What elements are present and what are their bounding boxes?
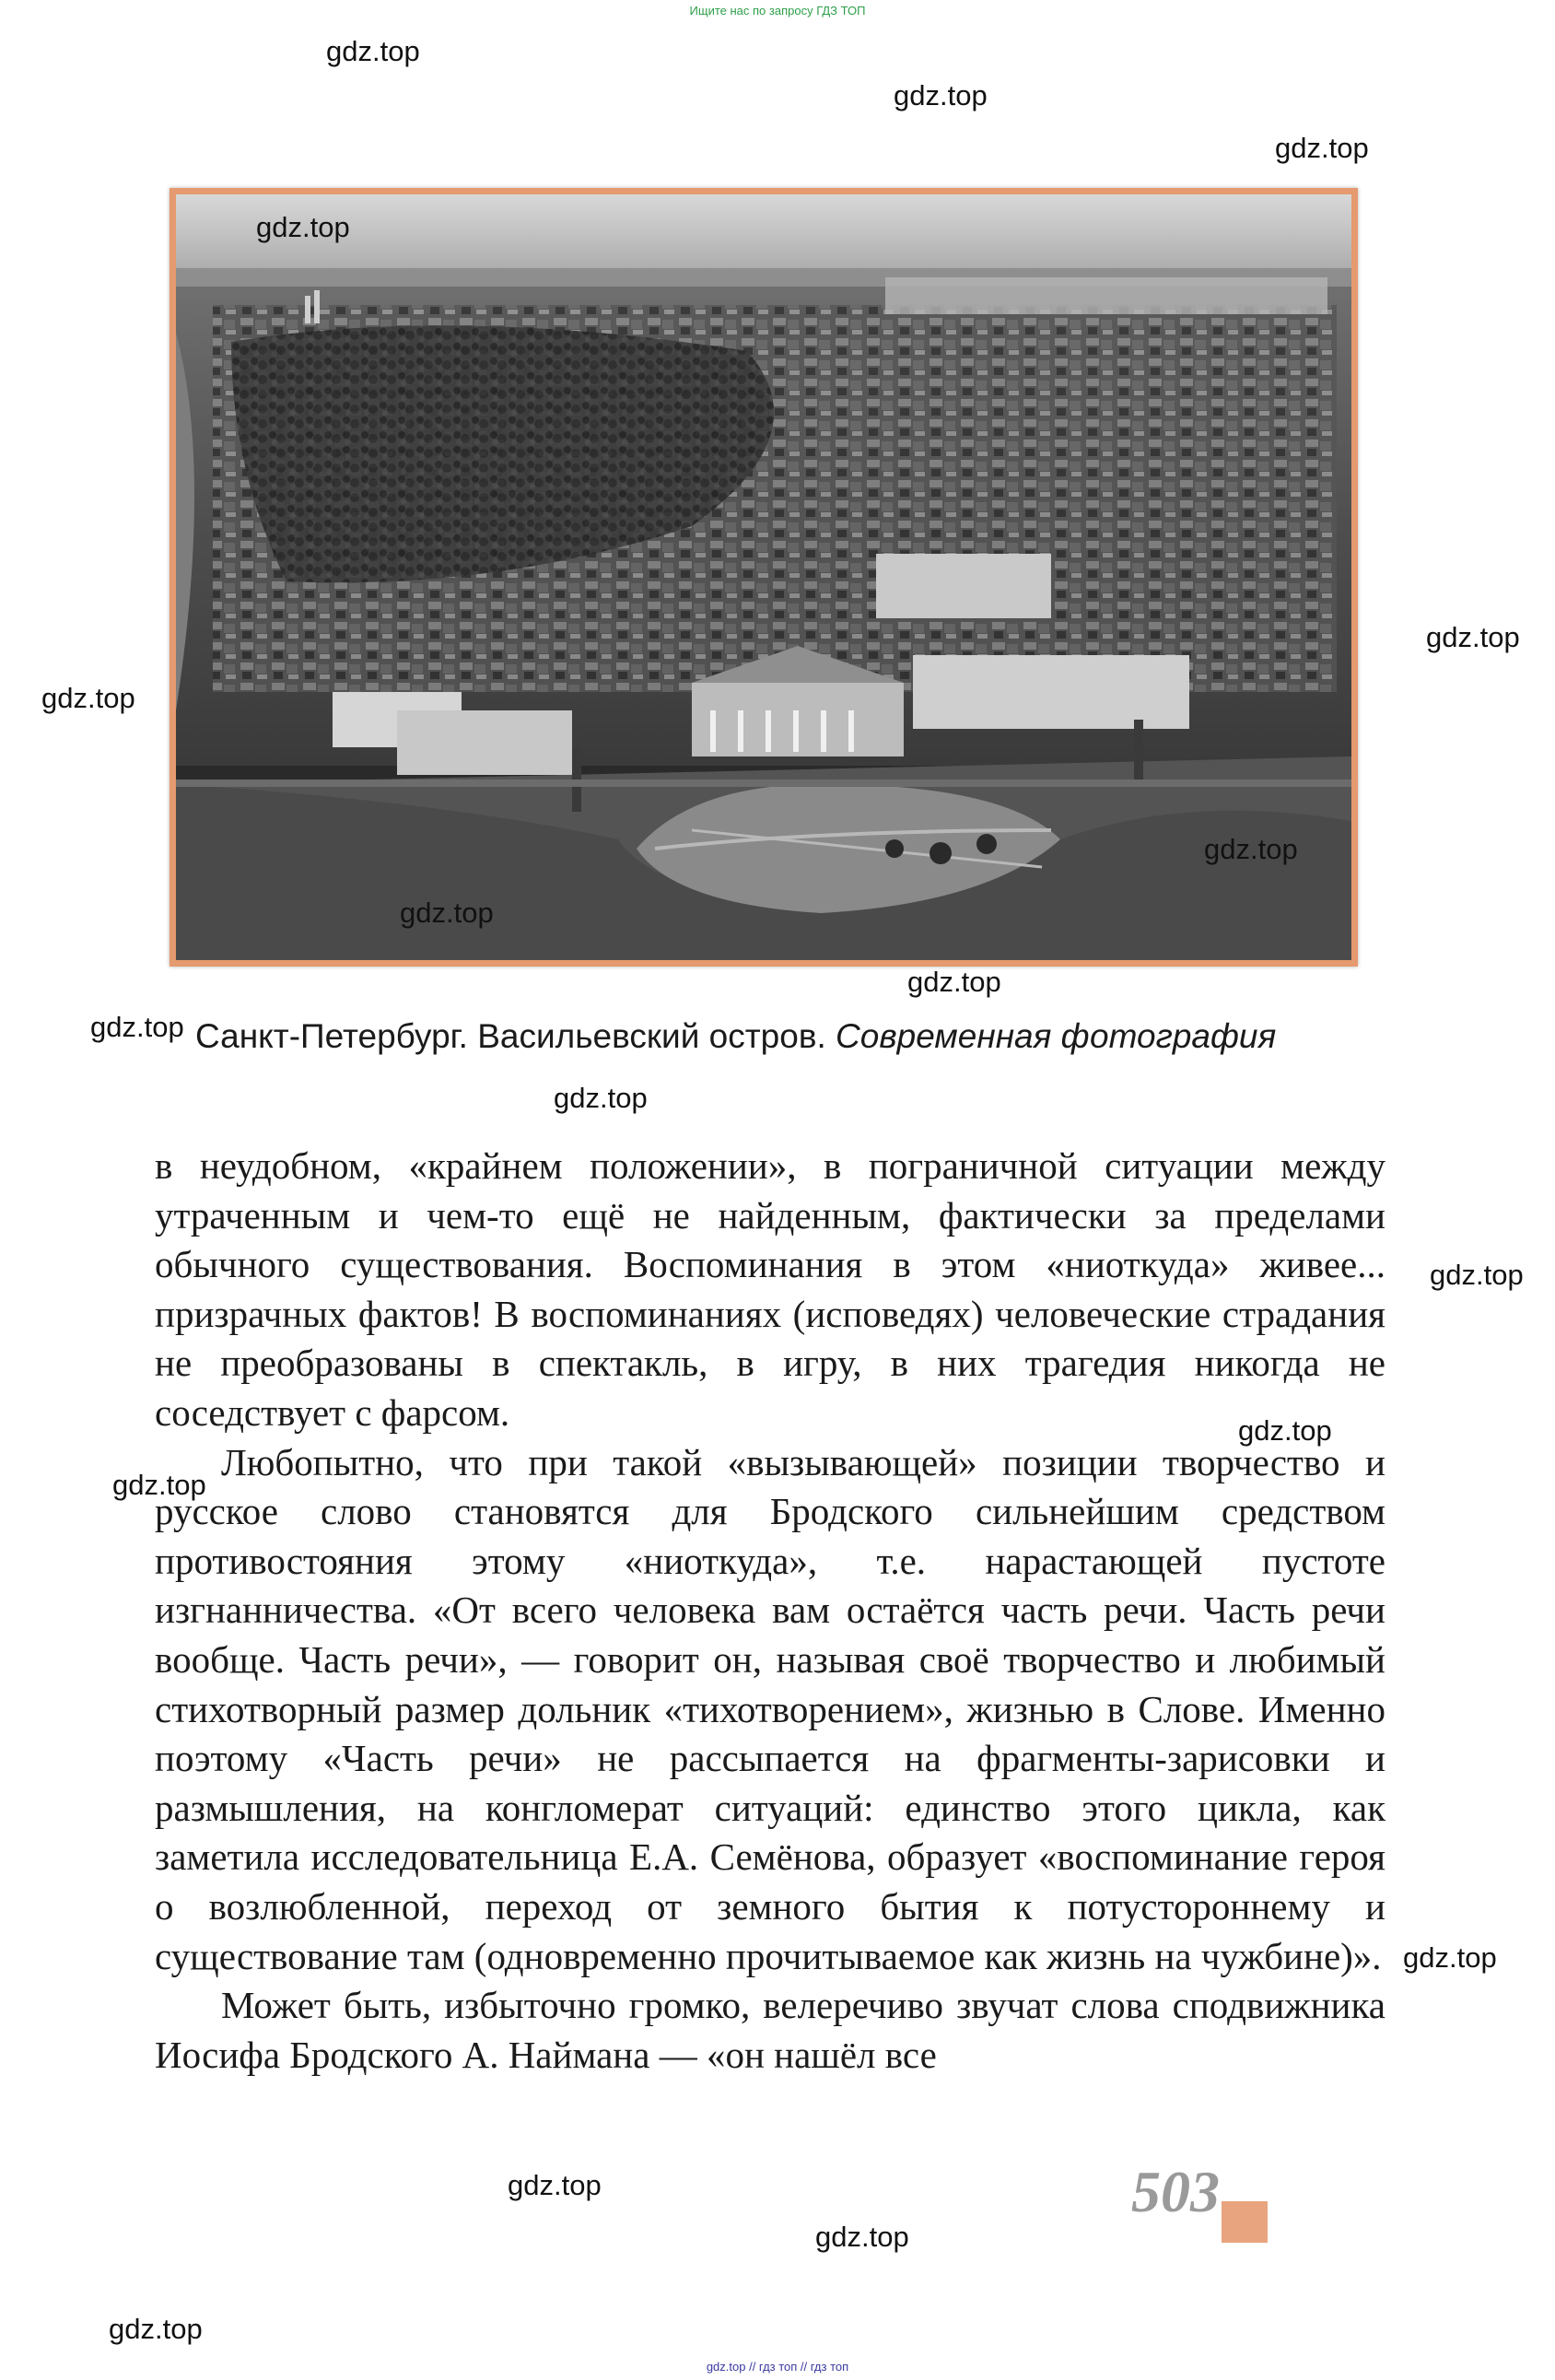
watermark: gdz.top [554,1082,648,1114]
bottom-note: gdz.top // гдз топ // гдз топ [706,2360,849,2374]
watermark: gdz.top [1275,132,1369,164]
watermark: gdz.top [112,1469,206,1501]
page-number-marker [1222,2201,1268,2243]
photo-caption [195,1017,1276,1056]
paragraph-continued: в неудобном, «крайнем положении», в пограничной ситуации между утраченным и чем-то ещё не найденным, фактически за пределами обычного существования. Воспоминания в этом «ниоткуда» живее... призрачных фактов! В воспоминаниях (исповедях) человеческие страдания не преобразованы в спектакль, в игру, в них трагедия никогда не соседствует с фарсом. [155,1144,1385,1434]
photo-vasilyevsky-island [170,188,1358,967]
aerial-city-photo [176,194,1351,960]
watermark: gdz.top [815,2221,909,2253]
watermark: gdz.top [508,2169,602,2201]
paragraph: Любопытно, что при такой «вызывающей» позиции творчество и русское слово становятся для Бродского сильнейшим средством противостояния этому «ниоткуда», т.е. нарастающей пустоте изгнанничества. «От всего человека вам остаётся часть речи. Часть речи вообще. Часть речи», — говорит он, называя своё творчество и любимый стихотворный размер дольник «тихотворением», жизнью в Слове. Именно поэтому «Часть речи» не рассыпается на фрагменты-зарисовки и размышления, на конгломерат ситуаций: единство этого цикла, как заметила исследовательница Е.А. Семёнова, образует «воспоминание героя о возлюбленной, переход от земного бытия к потустороннему и существование там (одновременно прочитываемое как жизнь на чужбине)». [155,1440,1385,1977]
watermark: gdz.top [109,2313,203,2345]
watermark: gdz.top [907,966,1001,998]
watermark: gdz.top [400,897,494,929]
watermark: gdz.top [1430,1259,1524,1291]
watermark: gdz.top [256,211,350,243]
watermark: gdz.top [894,79,988,111]
caption-photo-type: Современная фотография [836,1017,1277,1055]
watermark: gdz.top [1238,1414,1332,1447]
paragraph: Может быть, избыточно громко, велеречиво звучат слова сподвижника Иосифа Бродского А. Наймана — «он нашёл все [155,1984,1385,2076]
article-body [155,1142,1385,2080]
top-search-note: Ищите нас по запросу ГДЗ ТОП [689,4,866,18]
watermark: gdz.top [1426,621,1520,653]
watermark: gdz.top [1204,833,1298,865]
watermark: gdz.top [1403,1941,1497,1974]
caption-location: Санкт-Петербург. Васильевский остров. [195,1017,836,1055]
watermark: gdz.top [41,682,135,714]
watermark: gdz.top [326,35,420,67]
watermark: gdz.top [90,1011,184,1043]
page-number: 503 [1131,2159,1220,2224]
